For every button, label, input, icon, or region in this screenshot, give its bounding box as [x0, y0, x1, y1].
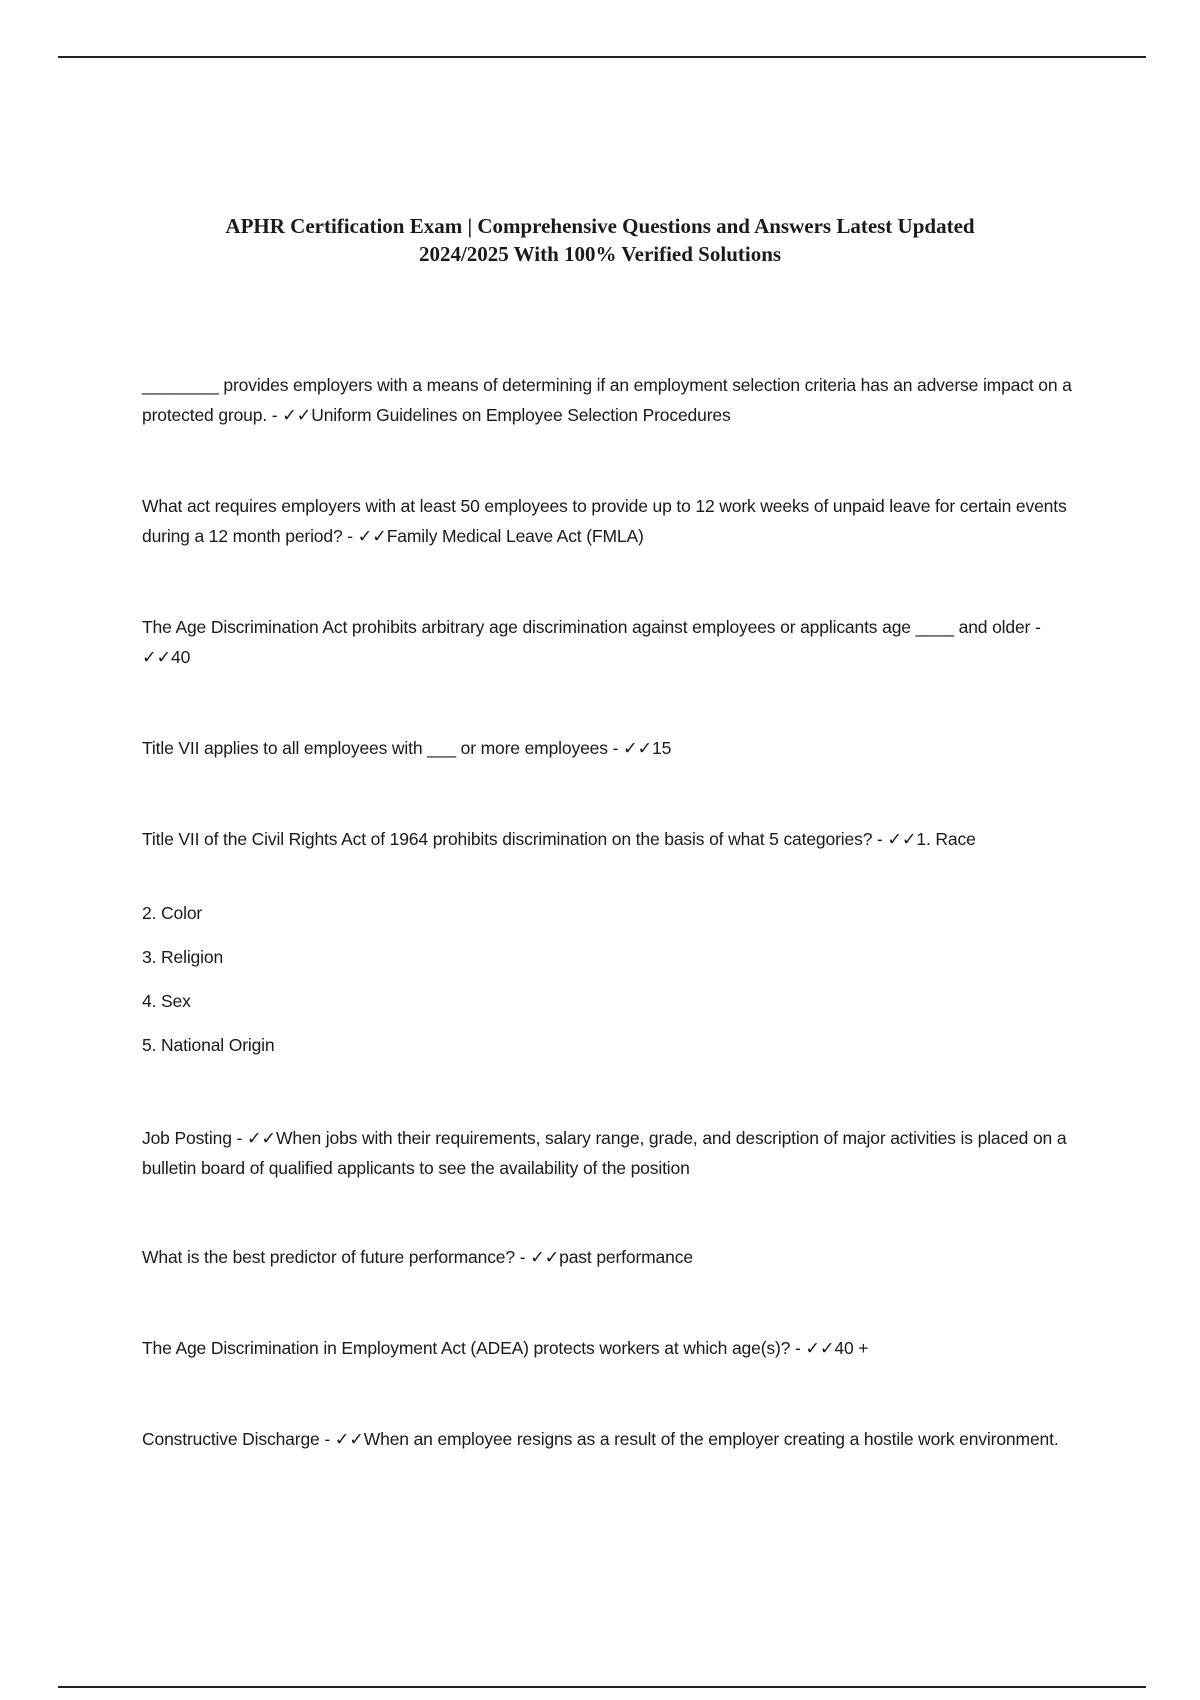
- answer-text: past performance: [559, 1247, 693, 1267]
- qa-item-3: [142, 612, 1082, 672]
- qa-item-2: [142, 491, 1082, 551]
- question-text: ________ provides employers with a means of determining if an employment selection criteria has an adverse impact on a protected group.: [142, 375, 1072, 425]
- question-text: Job Posting: [142, 1128, 232, 1148]
- title-line-1: APHR Certification Exam | Comprehensive Questions and Answers Latest Updated: [225, 214, 975, 238]
- answer-marker: - ✓✓: [231, 1128, 276, 1148]
- answer-marker: - ✓✓: [342, 526, 387, 546]
- qa-item-4: [142, 733, 1082, 763]
- question-text: Constructive Discharge: [142, 1429, 320, 1449]
- question-text: What act requires employers with at least 50 employees to provide up to 12 work weeks of unpaid leave for certain events during a 12 month period?: [142, 496, 1067, 546]
- answer-marker: - ✓✓: [319, 1429, 364, 1449]
- qa-item-8: [142, 1333, 1082, 1363]
- question-text: Title VII of the Civil Rights Act of 1964 prohibits discrimination on the basis of what 5 categories?: [142, 829, 873, 849]
- answer-marker: - ✓✓: [607, 738, 652, 758]
- answer-text: When an employee resigns as a result of the employer creating a hostile work environment.: [363, 1429, 1059, 1449]
- answer-text: When jobs with their requirements, salary range, grade, and description of major activities is placed on a bulletin board of qualified applicants to see the availability of the position: [142, 1128, 1067, 1178]
- list-item: 4. Sex: [142, 991, 191, 1011]
- answer-text: 40: [171, 647, 191, 667]
- qa-item-1: [142, 370, 1082, 430]
- answer-text: Uniform Guidelines on Employee Selection Procedures: [311, 405, 731, 425]
- answer-text: 40 +: [834, 1338, 869, 1358]
- answer-marker: - ✓✓: [872, 829, 917, 849]
- document-title: [100, 212, 1100, 268]
- footer-rule: [58, 1686, 1146, 1688]
- answer-marker: - ✓✓: [142, 617, 1041, 667]
- answer-text: 1. Race: [916, 829, 976, 849]
- title-line-2: 2024/2025 With 100% Verified Solutions: [418, 242, 782, 266]
- qa-item-6: [142, 1123, 1082, 1183]
- header-rule: [58, 56, 1146, 58]
- answer-text: 15: [652, 738, 672, 758]
- question-text: The Age Discrimination in Employment Act (ADEA) protects workers at which age(s)?: [142, 1338, 791, 1358]
- list-item: 2. Color: [142, 903, 203, 923]
- question-text: The Age Discrimination Act prohibits arbitrary age discrimination against employees or applicants age ____ and older: [142, 617, 1031, 637]
- list-item: 3. Religion: [142, 947, 224, 967]
- question-text: What is the best predictor of future performance?: [142, 1247, 515, 1267]
- question-text: Title VII applies to all employees with ___ or more employees: [142, 738, 608, 758]
- qa-item-9: [142, 1424, 1082, 1454]
- qa-item-5: [142, 824, 1082, 854]
- list-item: 5. National Origin: [142, 1035, 275, 1055]
- answer-text: Family Medical Leave Act (FMLA): [386, 526, 644, 546]
- answer-marker: - ✓✓: [790, 1338, 835, 1358]
- answer-marker: - ✓✓: [267, 405, 312, 425]
- qa-item-7: [142, 1242, 1082, 1272]
- answer-marker: - ✓✓: [514, 1247, 560, 1267]
